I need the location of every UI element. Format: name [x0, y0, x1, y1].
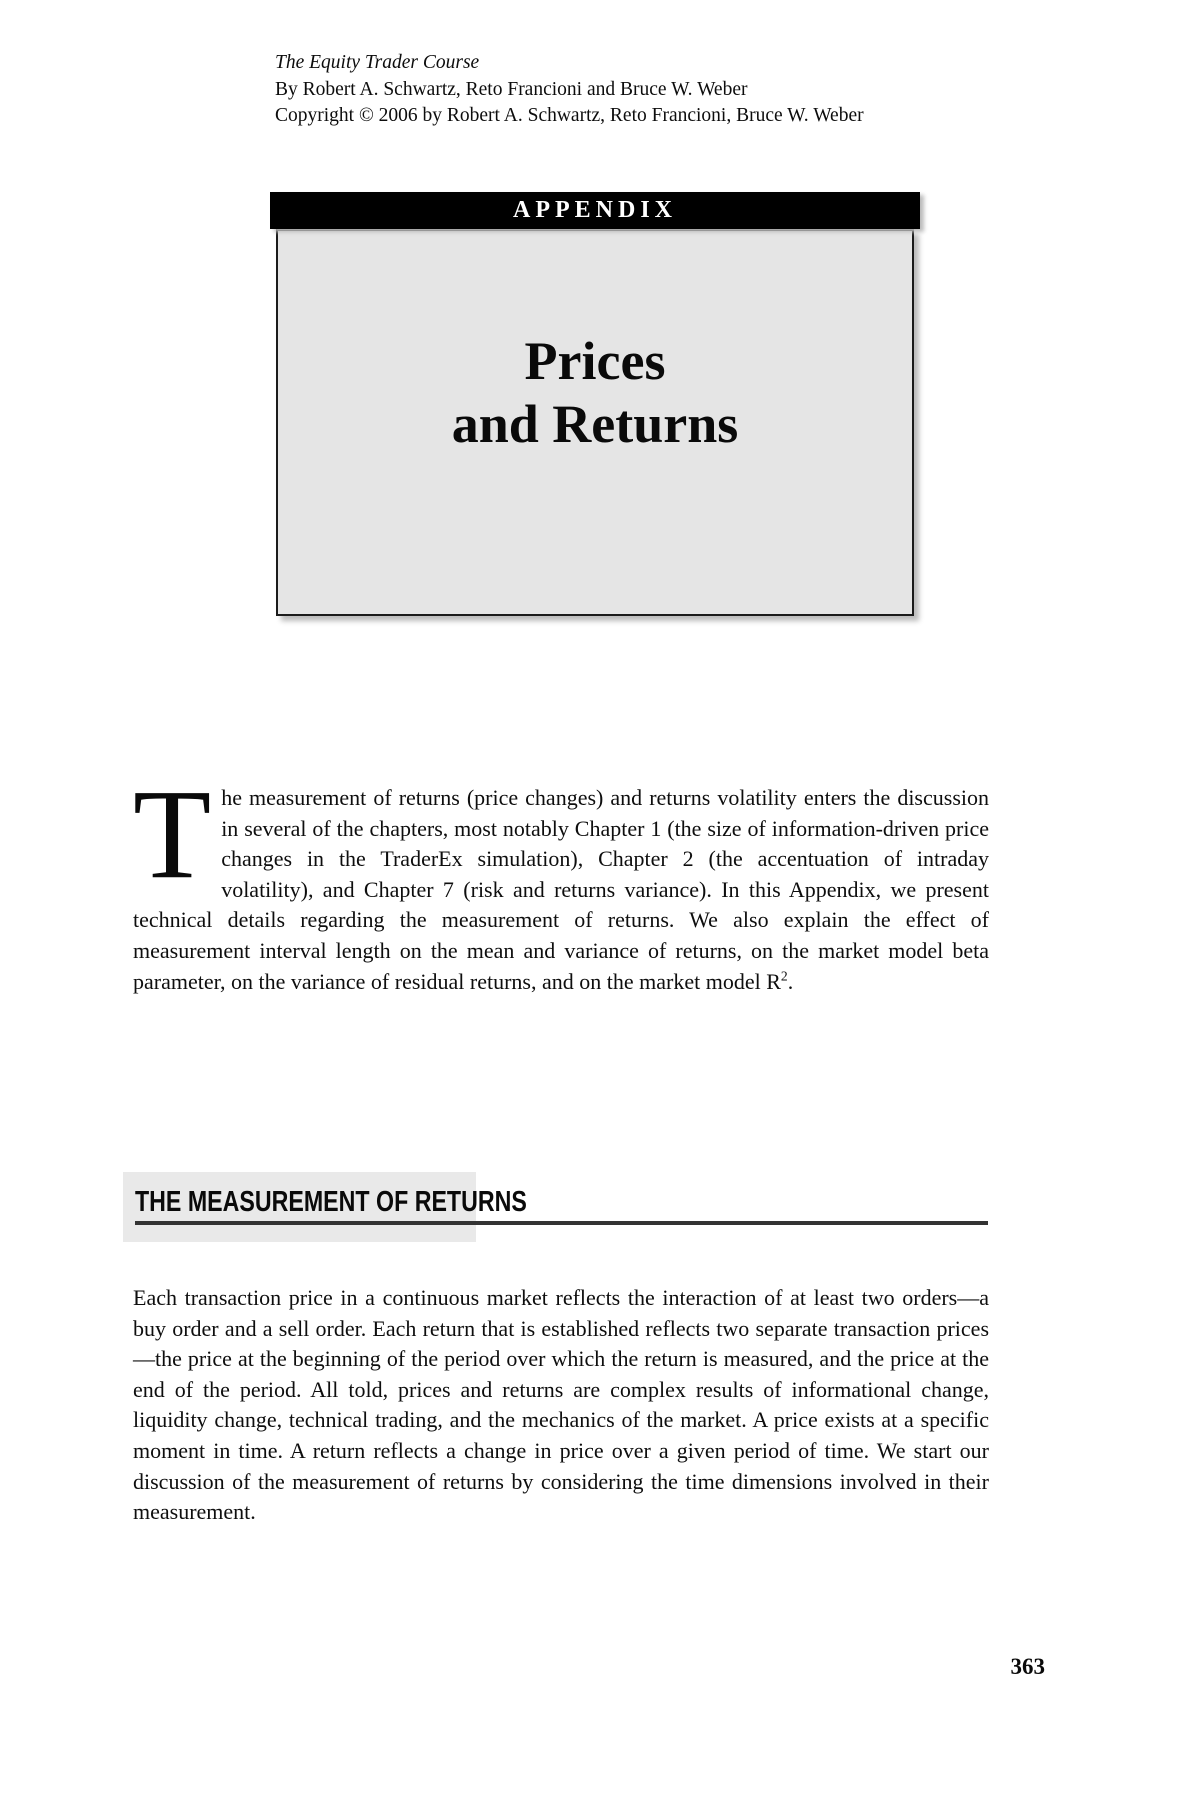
chapter-title: [278, 231, 912, 456]
appendix-title-box: [270, 192, 920, 616]
page-number: 363: [1010, 1654, 1045, 1679]
intro-paragraph: [133, 763, 989, 997]
byline: By Robert A. Schwartz, Reto Francioni and Bruce W. Weber: [275, 78, 748, 100]
r-squared-superscript: 2: [780, 968, 788, 984]
intro-text: he measurement of returns (price changes) and returns volatility enters the discussion in several of the chapters, most notably Chapter 1 (the size of information-driven price changes in the TraderEx simulation), Chapter 2 (the accentuation of intraday volatility), and Chapter 7 (risk and returns variance). In this Appendix, we present technical details regarding the measurement of returns. We also explain the effect of measurement interval length on the mean and variance of returns, on the market model beta parameter, on the variance of residual returns, and on the market model R: [133, 785, 989, 994]
chapter-title-line1: Prices: [524, 331, 666, 391]
copyright-header: [275, 50, 864, 130]
section-heading: THE MEASUREMENT OF RETURNS: [135, 1186, 527, 1218]
section-body-paragraph: Each transaction price in a continuous market reflects the interaction of at least two orders—a buy order and a sell order. Each return that is established reflects two separate transaction prices—the price at the beginning of the period over which the return is measured, and the price at the end of the period. All told, prices and returns are complex results of informational change, liquidity change, technical trading, and the mechanics of the market. A price exists at a specific moment in time. A return reflects a change in price over a given period of time. We start our discussion of the measurement of returns by considering the time dimensions involved in their measurement.: [133, 1285, 989, 1525]
copyright-line: Copyright © 2006 by Robert A. Schwartz, Reto Francioni, Bruce W. Weber: [275, 105, 864, 126]
book-title: The Equity Trader Course: [275, 52, 480, 73]
appendix-panel: [276, 229, 914, 616]
section-heading-rule: [135, 1221, 988, 1225]
intro-period: .: [787, 968, 794, 994]
chapter-title-line2: and Returns: [451, 394, 739, 454]
drop-cap: T: [133, 763, 212, 905]
appendix-label-bar: APPENDIX: [270, 192, 920, 229]
